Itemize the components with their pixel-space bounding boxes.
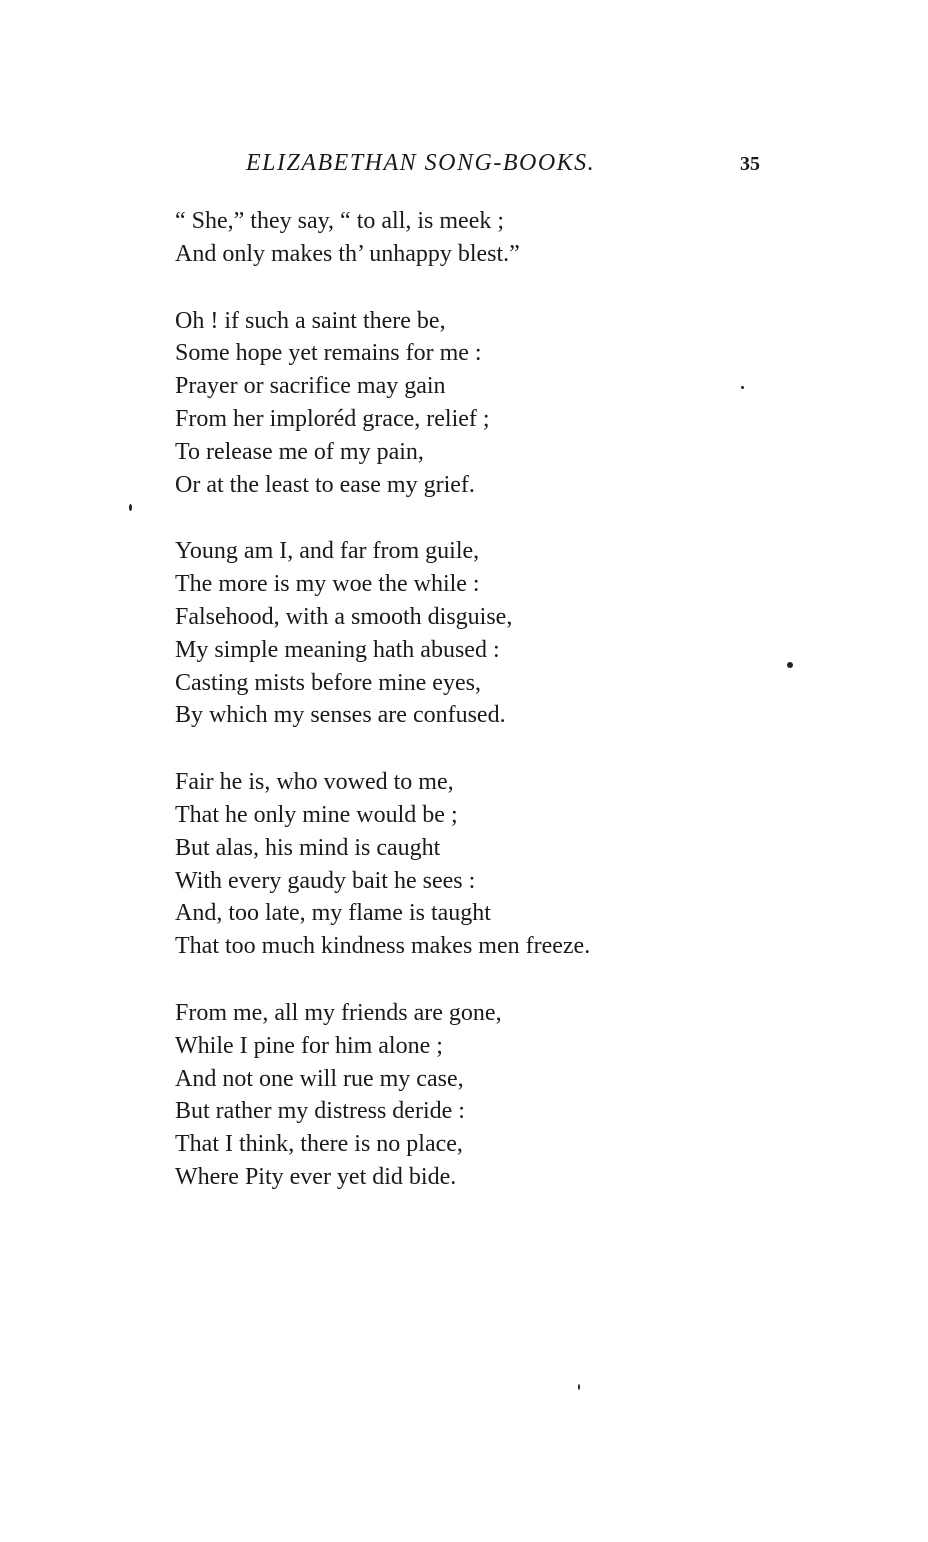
poem-line: Some hope yet remains for me : xyxy=(175,340,482,367)
poem-line: From her imploréd grace, relief ; xyxy=(175,405,490,432)
poem-line: Where Pity ever yet did bide. xyxy=(175,1163,457,1190)
poem-line: But rather my distress deride : xyxy=(175,1098,465,1125)
scan-speck xyxy=(578,1384,580,1390)
running-head: ELIZABETHAN SONG-BOOKS. xyxy=(246,150,596,176)
poem-line: Young am I, and far from guile, xyxy=(175,538,480,565)
scan-speck xyxy=(129,504,132,511)
poem-line: By which my senses are confused. xyxy=(175,702,506,729)
stanza-2 xyxy=(175,305,875,502)
poem-line: And, too late, my flame is taught xyxy=(175,900,491,927)
poem-line: To release me of my pain, xyxy=(175,438,424,465)
poem-line: That I think, there is no place, xyxy=(175,1131,463,1158)
poem-line: The more is my woe the while : xyxy=(175,571,480,598)
poem-line: Oh ! if such a saint there be, xyxy=(175,307,446,334)
scan-speck xyxy=(787,662,793,668)
poem-line: My simple meaning hath abused : xyxy=(175,636,500,663)
poem-line: From me, all my friends are gone, xyxy=(175,999,502,1026)
poem-line: But alas, his mind is caught xyxy=(175,834,441,861)
poem-line: Casting mists before mine eyes, xyxy=(175,669,481,696)
stanza-3 xyxy=(175,535,875,732)
poem xyxy=(175,205,875,1228)
poem-line: Prayer or sacrifice may gain xyxy=(175,373,446,400)
poem-line: Or at the least to ease my grief. xyxy=(175,471,475,498)
page-number: 35 xyxy=(740,153,760,175)
poem-line: That he only mine would be ; xyxy=(175,801,458,828)
poem-line: Falsehood, with a smooth disguise, xyxy=(175,603,513,630)
stanza-4 xyxy=(175,766,875,963)
poem-line: And only makes th’ unhappy blest.” xyxy=(175,240,520,267)
poem-line: That too much kindness makes men freeze. xyxy=(175,933,591,960)
poem-line: And not one will rue my case, xyxy=(175,1065,464,1092)
poem-line: While I pine for him alone ; xyxy=(175,1032,443,1059)
stanza-1 xyxy=(175,205,875,271)
poem-line: Fair he is, who vowed to me, xyxy=(175,769,454,796)
poem-line: “ She,” they say, “ to all, is meek ; xyxy=(175,208,505,234)
stanza-5 xyxy=(175,997,875,1194)
poem-line: With every gaudy bait he sees : xyxy=(175,867,476,894)
scan-speck xyxy=(741,386,744,389)
